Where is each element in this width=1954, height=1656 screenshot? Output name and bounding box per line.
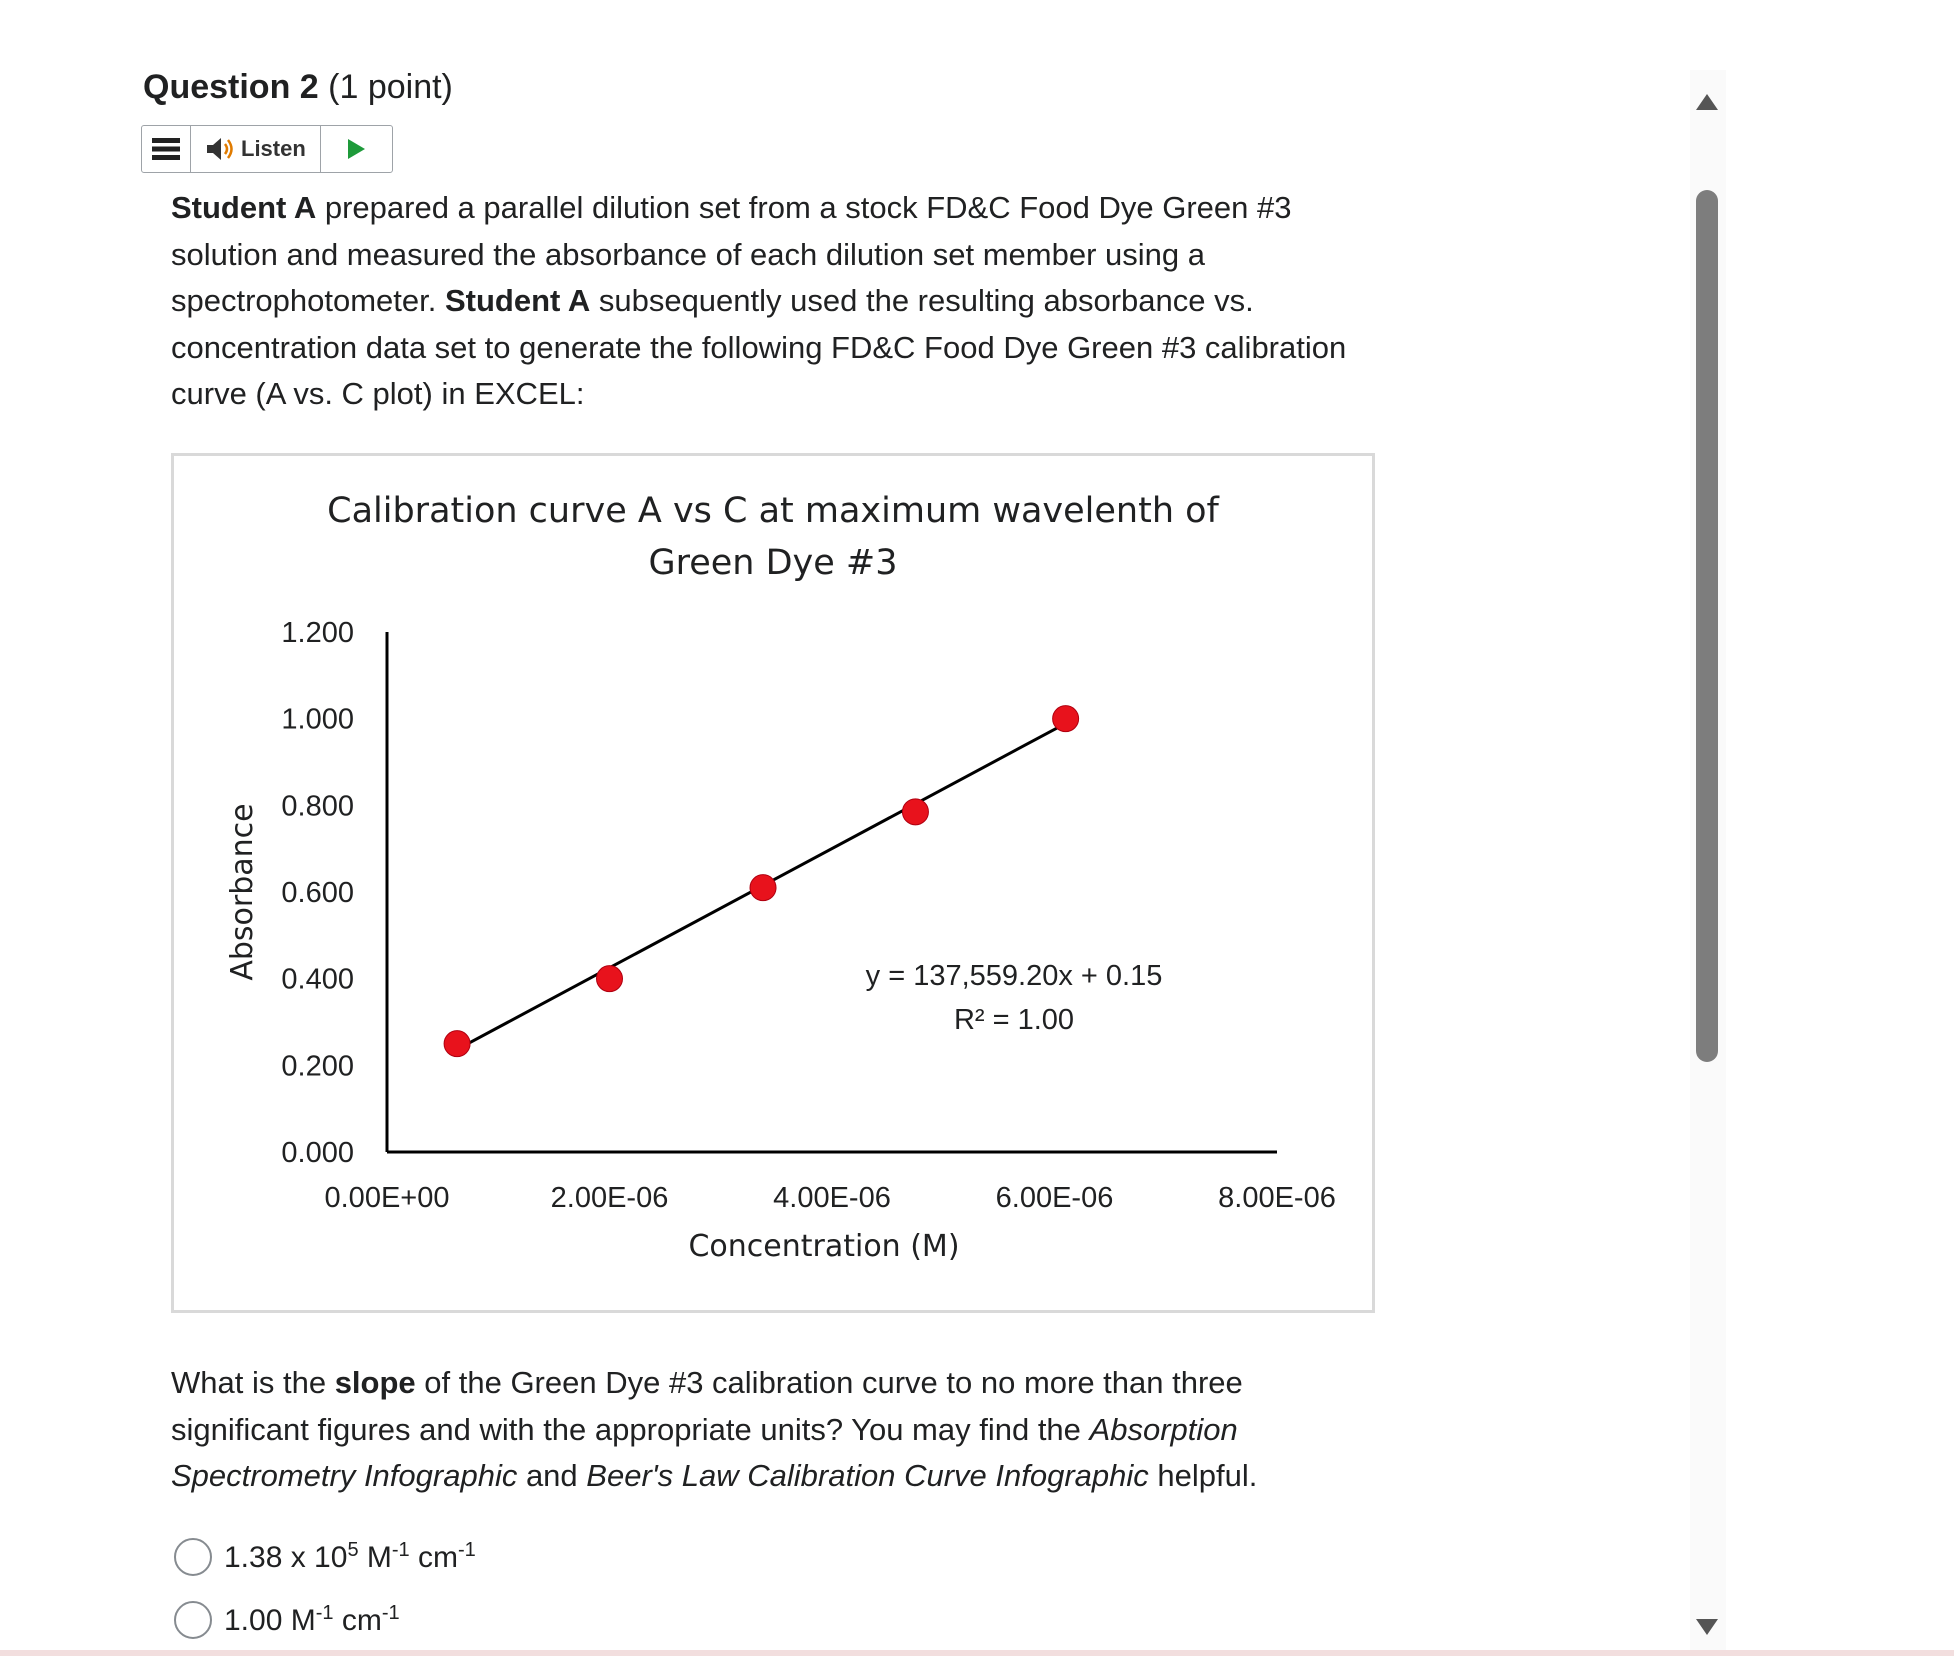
question-header xyxy=(143,68,453,107)
radio-button[interactable] xyxy=(174,1538,212,1576)
answer-option-1[interactable] xyxy=(174,1538,476,1576)
y-tick-label: 0.400 xyxy=(281,963,354,996)
y-tick-label: 0.800 xyxy=(281,790,354,823)
play-icon xyxy=(346,138,366,160)
student-a-bold: Student A xyxy=(171,190,317,225)
scroll-up-icon[interactable] xyxy=(1695,92,1719,112)
x-tick-label: 2.00E-06 xyxy=(550,1182,669,1214)
option-label: 1.38 x $10^5$ $M^{-1}$ $cm^{-1}$ xyxy=(224,1539,476,1574)
y-tick-label: 0.200 xyxy=(281,1050,354,1083)
prompt-text-1: What is the xyxy=(171,1365,335,1400)
read-speaker-bar xyxy=(141,125,393,173)
question-prompt xyxy=(171,1360,1351,1500)
speaker-icon xyxy=(205,136,235,162)
play-button[interactable] xyxy=(321,126,392,172)
bottom-border xyxy=(0,1650,1954,1656)
prompt-text-3: and xyxy=(517,1458,587,1493)
option-label: 1.00 $M^{-1}$ $cm^{-1}$ xyxy=(224,1602,400,1637)
x-tick-label: 0.00E+00 xyxy=(324,1182,450,1214)
student-a-bold-2: Student A xyxy=(445,283,591,318)
x-tick-label: 8.00E-06 xyxy=(1218,1182,1336,1214)
y-tick-label: 0.600 xyxy=(281,877,354,909)
calibration-chart xyxy=(171,453,1375,1313)
prompt-text-4: helpful. xyxy=(1148,1458,1258,1493)
radio-button[interactable] xyxy=(174,1601,212,1639)
slope-bold: slope xyxy=(334,1365,416,1400)
trendline-equation: y = 137,559.20x + 0.15 xyxy=(865,960,1163,992)
listen-label: Listen xyxy=(241,136,306,161)
data-point xyxy=(750,875,776,901)
x-tick-label: 4.00E-06 xyxy=(773,1182,891,1214)
y-tick-label: 1.200 xyxy=(281,617,354,649)
scroll-down-icon[interactable] xyxy=(1695,1617,1719,1637)
beers-law-infographic-ref: Beer's Law Calibration Curve Infographic xyxy=(586,1458,1149,1493)
listen-button[interactable] xyxy=(191,126,321,172)
chart-title-line1: Calibration curve A vs C at maximum wavelenth of xyxy=(327,491,1219,531)
y-tick-label: 1.000 xyxy=(281,703,354,736)
answer-option-2[interactable] xyxy=(174,1601,400,1639)
y-tick-label: 0.000 xyxy=(281,1137,354,1169)
intro-text-2: subsequently used the resulting absorbance vs. concentration data set to generate the following FD&C Food Dye Green #3 calibration curve (A vs. C plot) in EXCEL: xyxy=(171,283,1347,411)
r-squared-label: R² = 1.00 xyxy=(953,1004,1075,1036)
absorption-infographic-ref: Absorption Spectrometry Infographic xyxy=(171,1411,1238,1493)
chart-title-line2: Green Dye #3 xyxy=(648,543,898,583)
x-axis-label: Concentration (M) xyxy=(688,1229,960,1264)
chart-svg xyxy=(174,456,1372,1310)
menu-button[interactable] xyxy=(142,126,191,172)
menu-icon xyxy=(152,137,180,161)
prompt-text-2: of the Green Dye #3 calibration curve to no more than three significant figures and with the appropriate units? You may find the xyxy=(171,1365,1243,1447)
intro-text-1: prepared a parallel dilution set from a stock FD&C Food Dye Green #3 solution and measured the absorbance of each dilution set member using a spectrophotometer. xyxy=(171,190,1292,318)
question-points: (1 point) xyxy=(328,68,453,106)
question-title: Question 2 xyxy=(143,68,319,106)
data-point xyxy=(902,799,928,825)
data-point xyxy=(444,1031,470,1057)
data-point xyxy=(1053,706,1079,732)
y-axis-label: Absorbance xyxy=(225,803,260,981)
data-point xyxy=(597,966,623,992)
scrollbar-thumb[interactable] xyxy=(1696,190,1718,1062)
x-tick-label: 6.00E-06 xyxy=(995,1182,1114,1214)
question-intro xyxy=(171,185,1351,418)
